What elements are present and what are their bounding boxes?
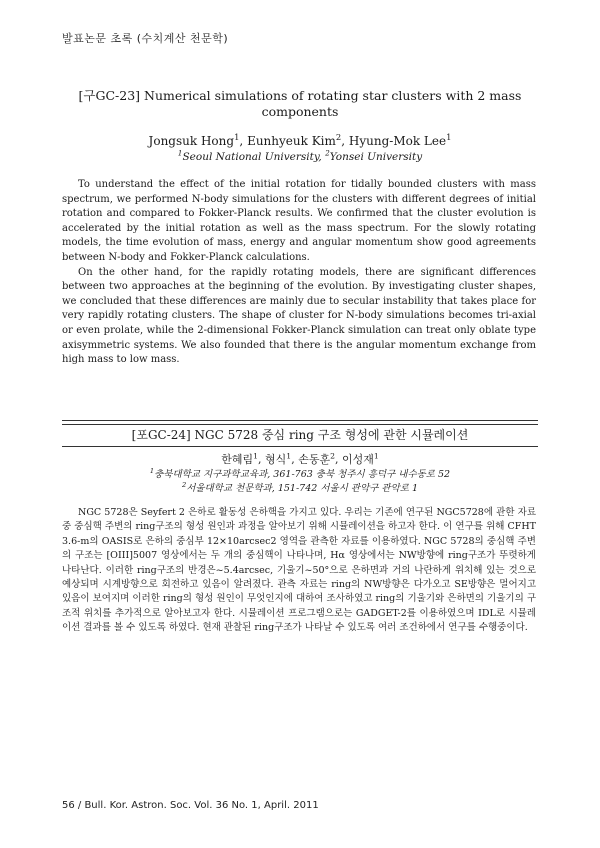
author-mark: 1 <box>234 132 240 142</box>
author-mark: 1 <box>373 451 379 461</box>
affiliation-name: 서울대학교 천문학과, 151-742 서울시 관악구 관악로 1 <box>186 483 419 494</box>
abstract-paragraph: To understand the effect of the initial rotation for tidally bounded clusters with mass spectrum, we performed N-body simulations for the clusters with different degrees of initial rotation and compared to Fokker-Planck results. We confirmed that the cluster evolution is accelerated by the initial rotation as well as the mass spectrum. For the slowly rotating models, the time evolution of mass, energy and angular momentum show good agreements between N-body and Fokker-Planck calculations. <box>62 179 536 263</box>
affiliation-mark: 1 <box>149 466 155 475</box>
author-mark: 2 <box>330 451 335 461</box>
author-mark: 2 <box>335 132 342 142</box>
article-2-affiliation-2 <box>62 482 538 496</box>
author-name: Jongsuk Hong <box>148 134 235 148</box>
abstract-paragraph: NGC 5728은 Seyfert 2 은하로 활동성 은하핵을 가지고 있다. 우리는 기존에 연구된 NGC5728에 관한 자료 중 중심핵 주변의 ring구조의 형성 원인과 과정을 알아보기 위해 시뮬레이션을 하고자 한다. 이 연구를 위해 CFHT 3.6-m의 OASIS로 은하의 중심부 12×10arcsec2 영역을 관측한 자료를 이용하였다. NGC 5728의 중심핵 주변의 구조는 [OIII]5007 영상에서는 두 개의 중심핵이 나타나며, Hα 영상에서는 NW방향에 ring구조가 뚜렷하게 나타난다. 이러한 ring구조의 반경은~5.4arcsec, 기울기~50°으로 은하면과 거의 나란하게 위치해 있는 것으로 예상되며 시계방향으로 회전하고 있음이 알려졌다. 관측 자료는 ring의 NW방향은 다가오고 SE방향은 멀어지고 있음이 보여지며 이러한 ring의 형성 원인이 무엇인지에 대하여 조사하였고 ring의 기울기와 은하면의 기울기의 구조적 위치를 추가적으로 알아보고자 한다. 시뮬레이션 프로그램으로는 GADGET-2를 이용하였으며 IDL로 시뮬레이션 결과를 볼 수 있도록 하였다. 현재 관찰된 ring구조가 나타날 수 있도록 여러 조건하에서 연구를 수행중이다. <box>62 507 536 634</box>
author-mark: 1 <box>286 451 292 461</box>
article-2-abstract <box>62 506 536 636</box>
title-underline <box>62 446 538 447</box>
article-2-authors: 한혜림$^1$, 형식$^1$, 손동훈$^2$, 이성재$^1$ <box>221 451 379 466</box>
affiliation-mark: 2 <box>325 148 330 158</box>
author-name: 형식 <box>265 453 287 466</box>
affiliation-name: Yonsei University <box>329 151 423 163</box>
author-name: 손동훈 <box>298 453 331 466</box>
affiliation-mark: 1 <box>177 148 183 158</box>
author-mark: 1 <box>253 451 259 461</box>
article-1-abstract <box>62 178 536 368</box>
divider-rule <box>62 424 538 425</box>
article-2-title: [포GC-24] NGC 5728 중심 ring 구조 형성에 관한 시뮬레이션 <box>131 428 469 442</box>
abstract-paragraph: On the other hand, for the rapidly rotating models, there are significant differences between two approaches at the beginning of the evolution. By investigating cluster shapes, we concluded that these differences are mainly due to secular instability that takes place for very rapidly rotating clusters. The shape of cluster for N-body simulations becomes tri-axial or even prolate, while the 2-dimensional Fokker-Planck simulation can treat only oblate type axisymmetric systems. We also founded that there is the angular momentum exchange from high mass to low mass. <box>62 266 536 366</box>
article-1-authors: Jongsuk Hong$^1$, Eunhyeuk Kim$^2$, Hyung-Mok Lee$^1$ <box>148 132 452 148</box>
affiliation-mark: 2 <box>181 480 187 489</box>
author-name: 한혜림 <box>221 453 254 466</box>
author-name: Eunhyeuk Kim <box>247 134 336 148</box>
affiliation-name: Seoul National University <box>182 151 319 163</box>
affiliation-name: 충북대학교 지구과학교육과, 361-763 충북 청주시 흥덕구 내수동로 52 <box>154 469 451 480</box>
author-name: Hyung-Mok Lee <box>348 134 447 148</box>
article-2-affiliation-1 <box>62 468 538 482</box>
section-header: 발표논문 초록 (수치계산 천문학) <box>62 32 229 45</box>
page-footer: 56 / Bull. Kor. Astron. Soc. Vol. 36 No. 1, April. 2011 <box>62 800 319 811</box>
divider-rule <box>62 420 538 421</box>
author-name: 이성재 <box>341 453 374 466</box>
author-mark: 1 <box>446 132 452 142</box>
article-1-affiliations: $^1$Seoul National University, $^2$Yonsei University <box>177 148 423 163</box>
article-1-title: [구GC-23] Numerical simulations of rotating star clusters with 2 mass components <box>78 88 522 119</box>
